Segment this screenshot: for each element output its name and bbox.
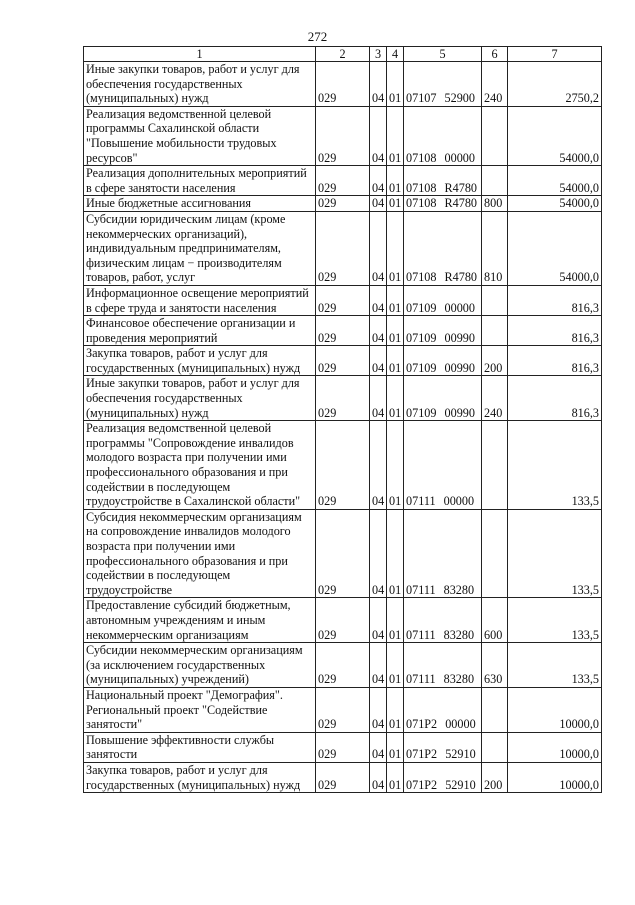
cell-csr: 07109 00990 xyxy=(404,376,482,421)
table-row xyxy=(84,211,602,285)
cell-pr: 01 xyxy=(387,509,404,598)
cell-rz: 04 xyxy=(370,732,387,762)
table-row xyxy=(84,316,602,346)
cell-ved: 029 xyxy=(316,106,370,165)
cell-rz: 04 xyxy=(370,421,387,510)
cell-rz: 04 xyxy=(370,598,387,643)
cell-ved: 029 xyxy=(316,421,370,510)
cell-rz: 04 xyxy=(370,196,387,212)
cell-pr: 01 xyxy=(387,211,404,285)
table-row xyxy=(84,421,602,510)
cell-rz: 04 xyxy=(370,762,387,792)
cell-amount: 2750,2 xyxy=(508,62,602,107)
cell-ved: 029 xyxy=(316,598,370,643)
cell-csr: 07108 R4780 xyxy=(404,166,482,196)
cell-vr xyxy=(482,421,508,510)
cell-csr: 07109 00990 xyxy=(404,346,482,376)
page-number: 272 xyxy=(307,29,328,44)
row-name: Повышение эффективности службы занятости xyxy=(84,732,316,762)
table-row xyxy=(84,687,602,732)
column-header: 3 xyxy=(370,47,387,62)
cell-csr: 07111 83280 xyxy=(404,643,482,688)
cell-csr: 07108 R4780 xyxy=(404,196,482,212)
cell-vr: 200 xyxy=(482,346,508,376)
table-row xyxy=(84,643,602,688)
cell-vr: 240 xyxy=(482,376,508,421)
row-name: Закупка товаров, работ и услуг для государственных (муниципальных) нужд xyxy=(84,762,316,792)
cell-vr: 600 xyxy=(482,598,508,643)
cell-csr: 071P2 52910 xyxy=(404,732,482,762)
cell-vr: 630 xyxy=(482,643,508,688)
table-row xyxy=(84,598,602,643)
cell-pr: 01 xyxy=(387,376,404,421)
cell-csr: 07109 00990 xyxy=(404,316,482,346)
table-row xyxy=(84,732,602,762)
table-body xyxy=(84,62,602,793)
table-row xyxy=(84,62,602,107)
cell-vr xyxy=(482,509,508,598)
row-name: Закупка товаров, работ и услуг для государственных (муниципальных) нужд xyxy=(84,346,316,376)
cell-ved: 029 xyxy=(316,376,370,421)
cell-pr: 01 xyxy=(387,762,404,792)
table-row xyxy=(84,285,602,315)
cell-rz: 04 xyxy=(370,211,387,285)
cell-ved: 029 xyxy=(316,285,370,315)
cell-pr: 01 xyxy=(387,62,404,107)
cell-rz: 04 xyxy=(370,687,387,732)
cell-amount: 133,5 xyxy=(508,509,602,598)
cell-rz: 04 xyxy=(370,376,387,421)
cell-csr: 07111 83280 xyxy=(404,509,482,598)
cell-vr: 240 xyxy=(482,62,508,107)
cell-ved: 029 xyxy=(316,643,370,688)
cell-ved: 029 xyxy=(316,346,370,376)
cell-vr xyxy=(482,166,508,196)
cell-ved: 029 xyxy=(316,687,370,732)
row-name: Финансовое обеспечение организации и проведения мероприятий xyxy=(84,316,316,346)
column-header: 6 xyxy=(482,47,508,62)
header-row xyxy=(84,47,602,62)
row-name: Субсидия некоммерческим организациям на сопровождение инвалидов молодого возраста при получении ими профессионального образования и при содействии в последующем трудоустройстве xyxy=(84,509,316,598)
cell-vr: 200 xyxy=(482,762,508,792)
cell-pr: 01 xyxy=(387,598,404,643)
column-header: 7 xyxy=(508,47,602,62)
cell-pr: 01 xyxy=(387,166,404,196)
cell-amount: 816,3 xyxy=(508,285,602,315)
column-header: 4 xyxy=(387,47,404,62)
cell-rz: 04 xyxy=(370,62,387,107)
cell-vr xyxy=(482,732,508,762)
cell-vr: 810 xyxy=(482,211,508,285)
row-name: Иные закупки товаров, работ и услуг для обеспечения государственных (муниципальных) нужд xyxy=(84,62,316,107)
cell-vr xyxy=(482,285,508,315)
row-name: Реализация ведомственной целевой программы Сахалинской области "Повышение мобильности трудовых ресурсов" xyxy=(84,106,316,165)
cell-ved: 029 xyxy=(316,316,370,346)
cell-pr: 01 xyxy=(387,285,404,315)
cell-pr: 01 xyxy=(387,732,404,762)
budget-table xyxy=(83,46,602,793)
cell-pr: 01 xyxy=(387,316,404,346)
column-header: 2 xyxy=(316,47,370,62)
row-name: Реализация дополнительных мероприятий в сфере занятости населения xyxy=(84,166,316,196)
row-name: Предоставление субсидий бюджетным, автономным учреждениям и иным некоммерческим организациям xyxy=(84,598,316,643)
cell-ved: 029 xyxy=(316,211,370,285)
table-row xyxy=(84,166,602,196)
cell-csr: 07111 00000 xyxy=(404,421,482,510)
table-row xyxy=(84,376,602,421)
column-header: 1 xyxy=(84,47,316,62)
cell-pr: 01 xyxy=(387,106,404,165)
cell-csr: 07107 52900 xyxy=(404,62,482,107)
cell-pr: 01 xyxy=(387,643,404,688)
cell-amount: 54000,0 xyxy=(508,166,602,196)
cell-pr: 01 xyxy=(387,346,404,376)
cell-amount: 133,5 xyxy=(508,598,602,643)
cell-ved: 029 xyxy=(316,509,370,598)
cell-csr: 07108 00000 xyxy=(404,106,482,165)
cell-rz: 04 xyxy=(370,285,387,315)
cell-csr: 07111 83280 xyxy=(404,598,482,643)
cell-amount: 54000,0 xyxy=(508,211,602,285)
cell-rz: 04 xyxy=(370,643,387,688)
cell-csr: 07109 00000 xyxy=(404,285,482,315)
row-name: Иные бюджетные ассигнования xyxy=(84,196,316,212)
cell-vr xyxy=(482,316,508,346)
cell-vr: 800 xyxy=(482,196,508,212)
cell-ved: 029 xyxy=(316,196,370,212)
row-name: Субсидии некоммерческим организациям (за исключением государственных (муниципальных) учреждений) xyxy=(84,643,316,688)
cell-ved: 029 xyxy=(316,166,370,196)
cell-ved: 029 xyxy=(316,762,370,792)
cell-rz: 04 xyxy=(370,166,387,196)
cell-amount: 133,5 xyxy=(508,421,602,510)
cell-amount: 54000,0 xyxy=(508,196,602,212)
cell-amount: 10000,0 xyxy=(508,762,602,792)
cell-pr: 01 xyxy=(387,687,404,732)
row-name: Иные закупки товаров, работ и услуг для обеспечения государственных (муниципальных) нужд xyxy=(84,376,316,421)
cell-amount: 816,3 xyxy=(508,316,602,346)
cell-amount: 133,5 xyxy=(508,643,602,688)
cell-pr: 01 xyxy=(387,196,404,212)
row-name: Информационное освещение мероприятий в сфере труда и занятости населения xyxy=(84,285,316,315)
cell-vr xyxy=(482,106,508,165)
table-row xyxy=(84,196,602,212)
cell-csr: 071P2 00000 xyxy=(404,687,482,732)
cell-pr: 01 xyxy=(387,421,404,510)
table-row xyxy=(84,762,602,792)
table-row xyxy=(84,509,602,598)
cell-amount: 10000,0 xyxy=(508,732,602,762)
cell-rz: 04 xyxy=(370,106,387,165)
row-name: Реализация ведомственной целевой программы "Сопровождение инвалидов молодого возраста при получении ими профессионального образования и при содействии в последующем трудоустройстве в Сахалинской области" xyxy=(84,421,316,510)
cell-csr: 07108 R4780 xyxy=(404,211,482,285)
cell-rz: 04 xyxy=(370,316,387,346)
column-header: 5 xyxy=(404,47,482,62)
cell-vr xyxy=(482,687,508,732)
cell-amount: 816,3 xyxy=(508,346,602,376)
row-name: Национальный проект "Демография". Региональный проект "Содействие занятости" xyxy=(84,687,316,732)
row-name: Субсидии юридическим лицам (кроме некоммерческих организаций), индивидуальным предпринимателям, физическим лицам − производителям товаров, работ, услуг xyxy=(84,211,316,285)
cell-amount: 10000,0 xyxy=(508,687,602,732)
cell-ved: 029 xyxy=(316,732,370,762)
cell-amount: 54000,0 xyxy=(508,106,602,165)
cell-ved: 029 xyxy=(316,62,370,107)
cell-amount: 816,3 xyxy=(508,376,602,421)
cell-rz: 04 xyxy=(370,346,387,376)
cell-rz: 04 xyxy=(370,509,387,598)
table-row xyxy=(84,346,602,376)
cell-csr: 071P2 52910 xyxy=(404,762,482,792)
table-row xyxy=(84,106,602,165)
